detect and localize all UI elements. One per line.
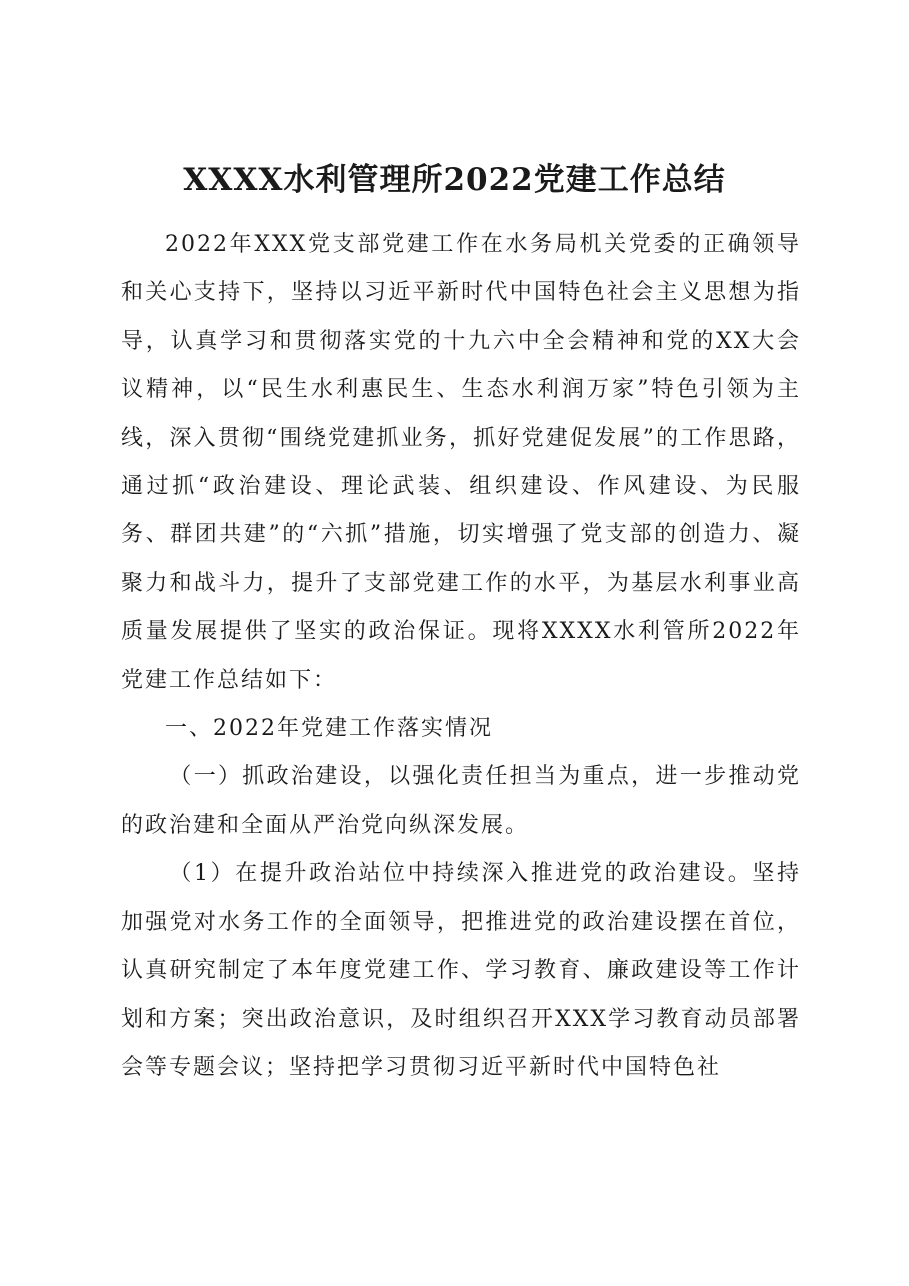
intro-paragraph: 2022年XXX党支部党建工作在水务局机关党委的正确领导和关心支持下，坚持以习近平新时代中国特色社会主义思想为指导，认真学习和贯彻落实党的十九六中全会精神和党的XX大会议精神，以“民生水利惠民生、生态水利润万家”特色引领为主线，深入贯彻“围绕党建抓业务，抓好党建促发展”的工作思路，通过抓“政治建设、理论武装、组织建设、作风建设、为民服务、群团共建”的“六抓”措施，切实增强了党支部的创造力、凝聚力和战斗力，提升了支部党建工作的水平，为基层水利事业高质量发展提供了坚实的政治保证。现将XXXX水利管所2022年党建工作总结如下： bbox=[121, 232, 801, 693]
section-heading: 一、2022年党建工作落实情况 bbox=[165, 716, 493, 742]
document-body bbox=[121, 221, 801, 1092]
body-paragraph: （1）在提升政治站位中持续深入推进党的政治建设。坚持加强党对水务工作的全面领导，把推进党的政治建设摆在首位，认真研究制定了本年度党建工作、学习教育、廉政建设等工作计划和方案；突出政治意识，及时组织召开XXX学习教育动员部署会等专题会议；坚持把学习贯彻习近平新时代中国特色社 bbox=[121, 861, 801, 1080]
document-title: XXXX水利管理所2022党建工作总结 bbox=[183, 162, 726, 198]
subsection-heading: （一）抓政治建设，以强化责任担当为重点，进一步推动党的政治建和全面从严治党向纵深发展。 bbox=[121, 764, 801, 838]
